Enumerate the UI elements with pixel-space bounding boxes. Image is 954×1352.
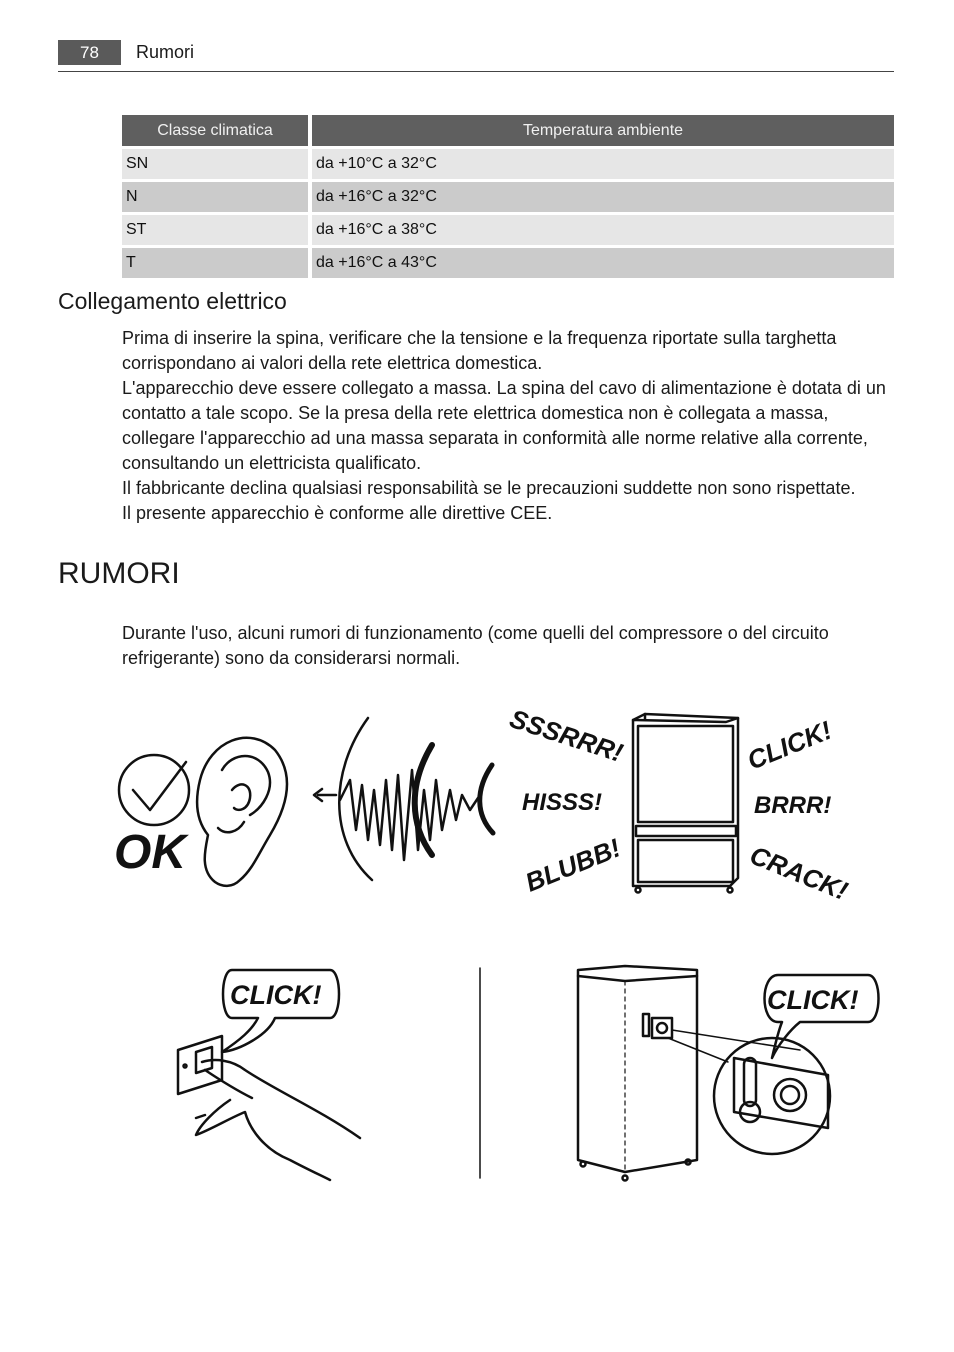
electrical-paragraph: Prima di inserire la spina, verificare che la tensione e la frequenza riportate sulla targhetta corrispondano ai valori della rete elettrica domestica.	[122, 328, 837, 373]
sound-sssrrr: SSSRRR!	[506, 703, 627, 768]
hand-icon	[196, 1060, 360, 1180]
noise-paragraph: Durante l'uso, alcuni rumori di funzionamento (come quelli del compressore o del circuito refrigerante) sono da considerarsi normali.	[122, 623, 829, 668]
click-label-right: CLICK!	[767, 985, 859, 1015]
column-header-class: Classe climatica	[122, 115, 312, 146]
column-header-temperature: Temperatura ambiente	[312, 115, 894, 146]
temperature-cell: da +16°C a 32°C	[312, 182, 894, 212]
electrical-paragraph: L'apparecchio deve essere collegato a massa. La spina del cavo di alimentazione è dotata di un contatto a tale scopo. Se la presa della rete elettrica domestica non è collegata a massa, collegare l'apparecchio ad una massa separata in conformità alle norme relative alla corrente, consultando un elettricista qualificato.	[122, 378, 886, 473]
sound-hisss: HISSS!	[522, 789, 603, 816]
ear-icon	[197, 738, 287, 886]
class-cell: T	[122, 248, 312, 278]
sound-click: CLICK!	[743, 714, 836, 776]
sound-blubb: BLUBB!	[521, 832, 625, 898]
class-cell: ST	[122, 215, 312, 245]
upright-fridge-icon	[578, 966, 697, 1181]
page-number: 78	[58, 40, 121, 65]
section-name: Rumori	[136, 42, 195, 62]
sound-wave-icon	[314, 718, 493, 880]
noise-heading: RUMORI	[58, 557, 180, 590]
electrical-paragraph: Il fabbricante declina qualsiasi responsabilità se le precauzioni suddette non sono rispettate.	[122, 478, 856, 498]
electrical-heading: Collegamento elettrico	[58, 288, 287, 314]
check-circle-icon	[119, 755, 189, 825]
sound-brrr: BRRR!	[754, 792, 832, 819]
electrical-paragraph: Il presente apparecchio è conforme alle direttive CEE.	[122, 503, 553, 523]
temperature-cell: da +10°C a 32°C	[312, 149, 894, 179]
ok-label: OK	[114, 826, 186, 879]
sound-crack: CRACK!	[745, 839, 853, 906]
temperature-cell: da +16°C a 43°C	[312, 248, 894, 278]
light-switch-icon	[178, 1036, 222, 1094]
temperature-cell: da +16°C a 38°C	[312, 215, 894, 245]
class-cell: SN	[122, 149, 312, 179]
click-label-left: CLICK!	[230, 980, 322, 1010]
fridge-freezer-icon	[633, 714, 738, 893]
class-cell: N	[122, 182, 312, 212]
